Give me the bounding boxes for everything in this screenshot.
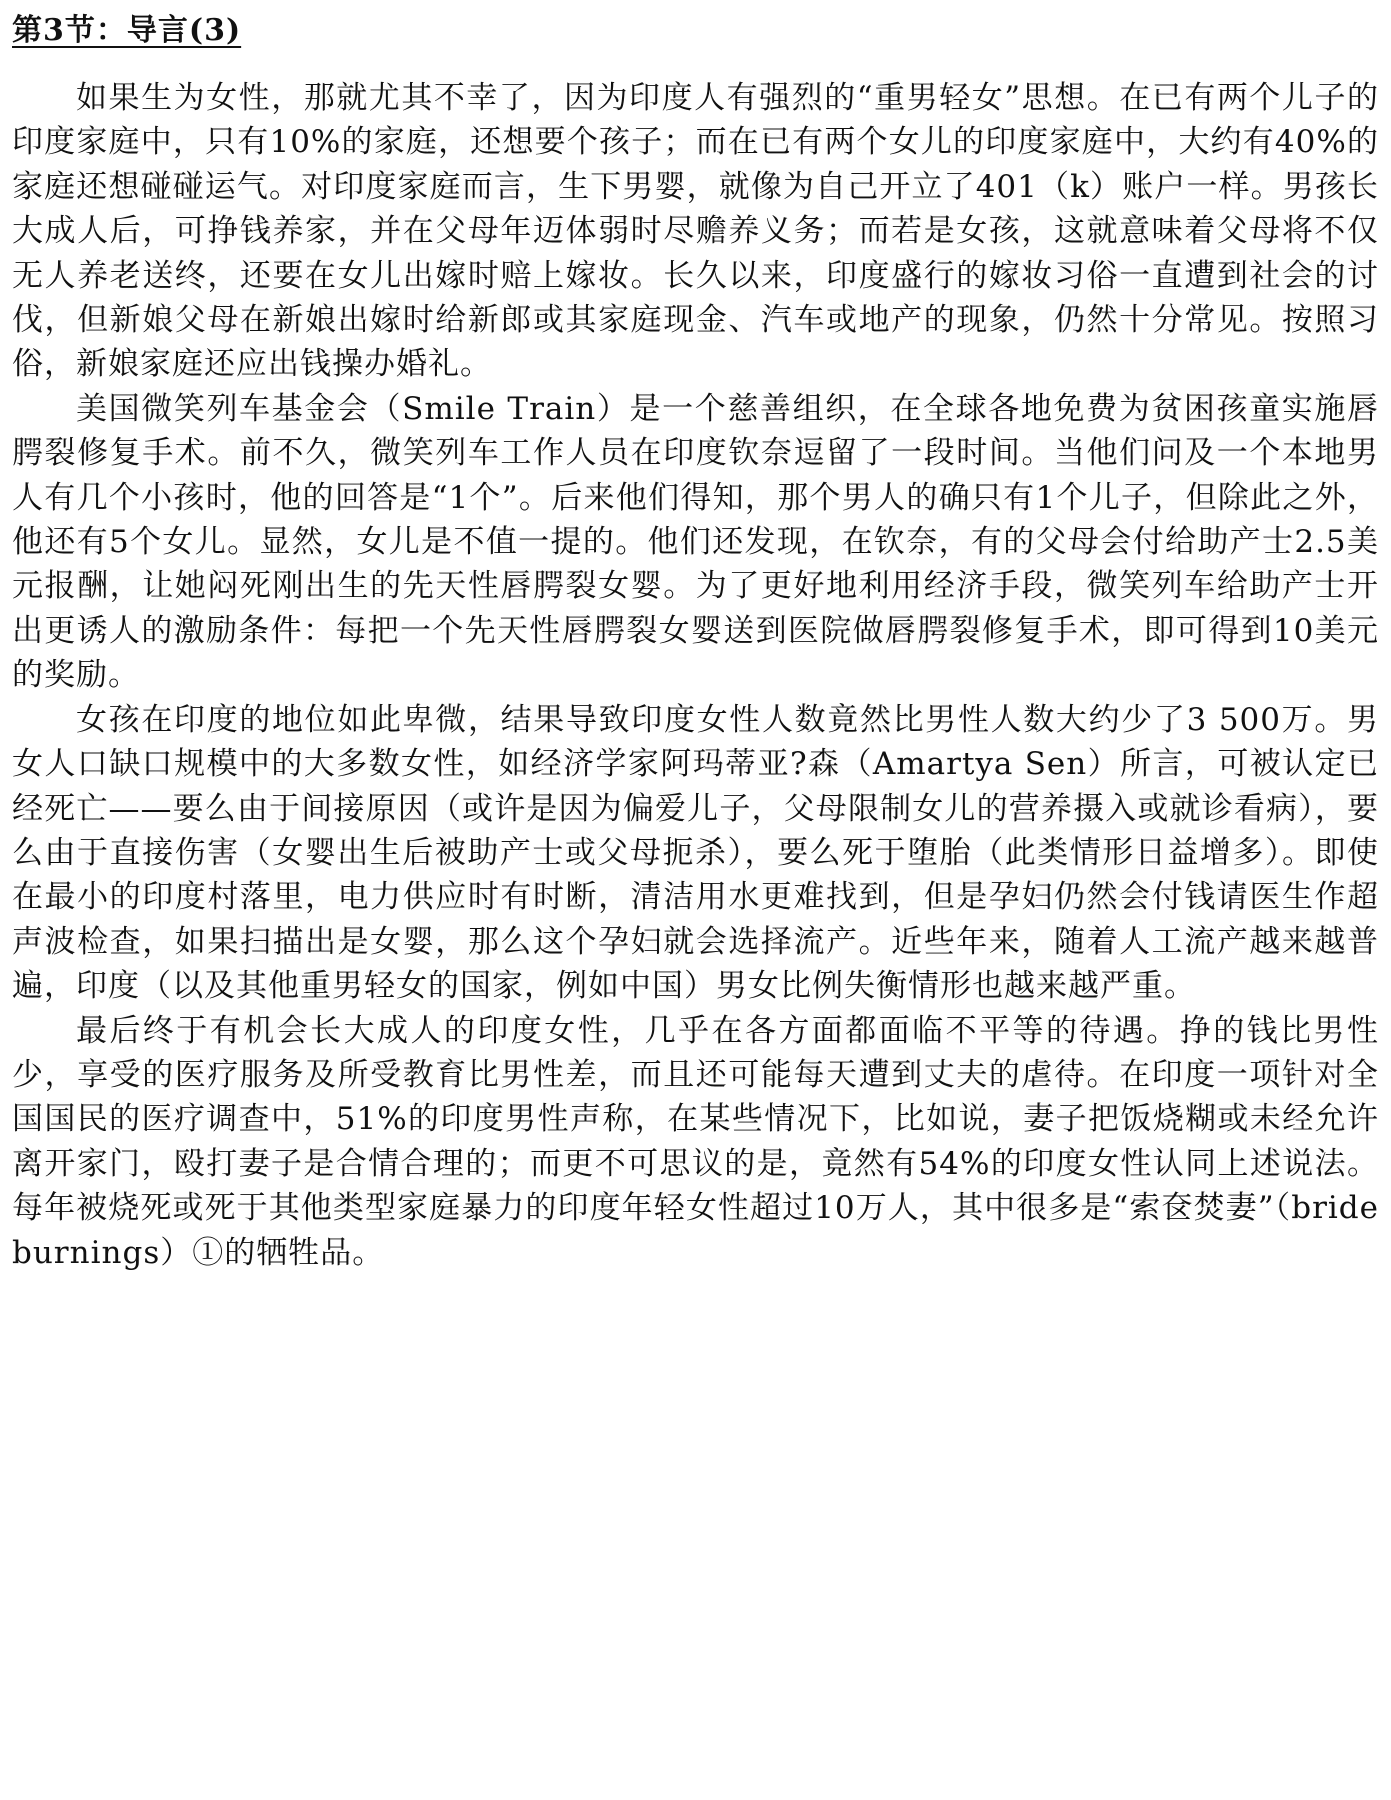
paragraph-3: 女孩在印度的地位如此卑微，结果导致印度女性人数竟然比男性人数大约少了3 500万。男女人口缺口规模中的大多数女性，如经济学家阿玛蒂亚?森（Amartya Sen）所言，可被认定已经死亡——要么由于间接原因（或许是因为偏爱儿子，父母限制女儿的营养摄入或就诊看病），要么由于直接伤害（女婴出生后被助产士或父母扼杀），要么死于堕胎（此类情形日益增多）。即使在最小的印度村落里，电力供应时有时断，清洁用水更难找到，但是孕妇仍然会付钱请医生作超声波检查，如果扫描出是女婴，那么这个孕妇就会选择流产。近些年来，随着人工流产越来越普遍，印度（以及其他重男轻女的国家，例如中国）男女比例失衡情形也越来越严重。 xyxy=(12,701,1379,1005)
paragraph-1: 如果生为女性，那就尤其不幸了，因为印度人有强烈的“重男轻女”思想。在已有两个儿子的印度家庭中，只有10%的家庭，还想要个孩子；而在已有两个女儿的印度家庭中，大约有40%的家庭还想碰碰运气。对印度家庭而言，生下男婴，就像为自己开立了401（k）账户一样。男孩长大成人后，可挣钱养家，并在父母年迈体弱时尽赡养义务；而若是女孩，这就意味着父母将不仅无人养老送终，还要在女儿出嫁时赔上嫁妆。长久以来，印度盛行的嫁妆习俗一直遭到社会的讨伐，但新娘父母在新娘出嫁时给新郎或其家庭现金、汽车或地产的现象，仍然十分常见。按照习俗，新娘家庭还应出钱操办婚礼。 xyxy=(12,80,1379,383)
paragraph-4: 最后终于有机会长大成人的印度女性，几乎在各方面都面临不平等的待遇。挣的钱比男性少，享受的医疗服务及所受教育比男性差，而且还可能每天遭到丈夫的虐待。在印度一项针对全国国民的医疗调查中，51%的印度男性声称，在某些情况下，比如说，妻子把饭烧糊或未经允许离开家门，殴打妻子是合情合理的；而更不可思议的是，竟然有54%的印度女性认同上述说法。每年被烧死或死于其他类型家庭暴力的印度年轻女性超过10万人，其中很多是“索奁焚妻”（bride burnings）①的牺牲品。 xyxy=(12,1012,1379,1271)
section-heading: 第3节：导言(3) xyxy=(12,13,242,48)
paragraph-2: 美国微笑列车基金会（Smile Train）是一个慈善组织，在全球各地免费为贫困孩童实施唇腭裂修复手术。前不久，微笑列车工作人员在印度钦奈逗留了一段时间。当他们问及一个本地男人有几个小孩时，他的回答是“1个”。后来他们得知，那个男人的确只有1个儿子，但除此之外，他还有5个女儿。显然，女儿是不值一提的。他们还发现，在钦奈，有的父母会付给助产士2.5美元报酬，让她闷死刚出生的先天性唇腭裂女婴。为了更好地利用经济手段，微笑列车给助产士开出更诱人的激励条件：每把一个先天性唇腭裂女婴送到医院做唇腭裂修复手术，即可得到10美元的奖励。 xyxy=(12,390,1379,694)
